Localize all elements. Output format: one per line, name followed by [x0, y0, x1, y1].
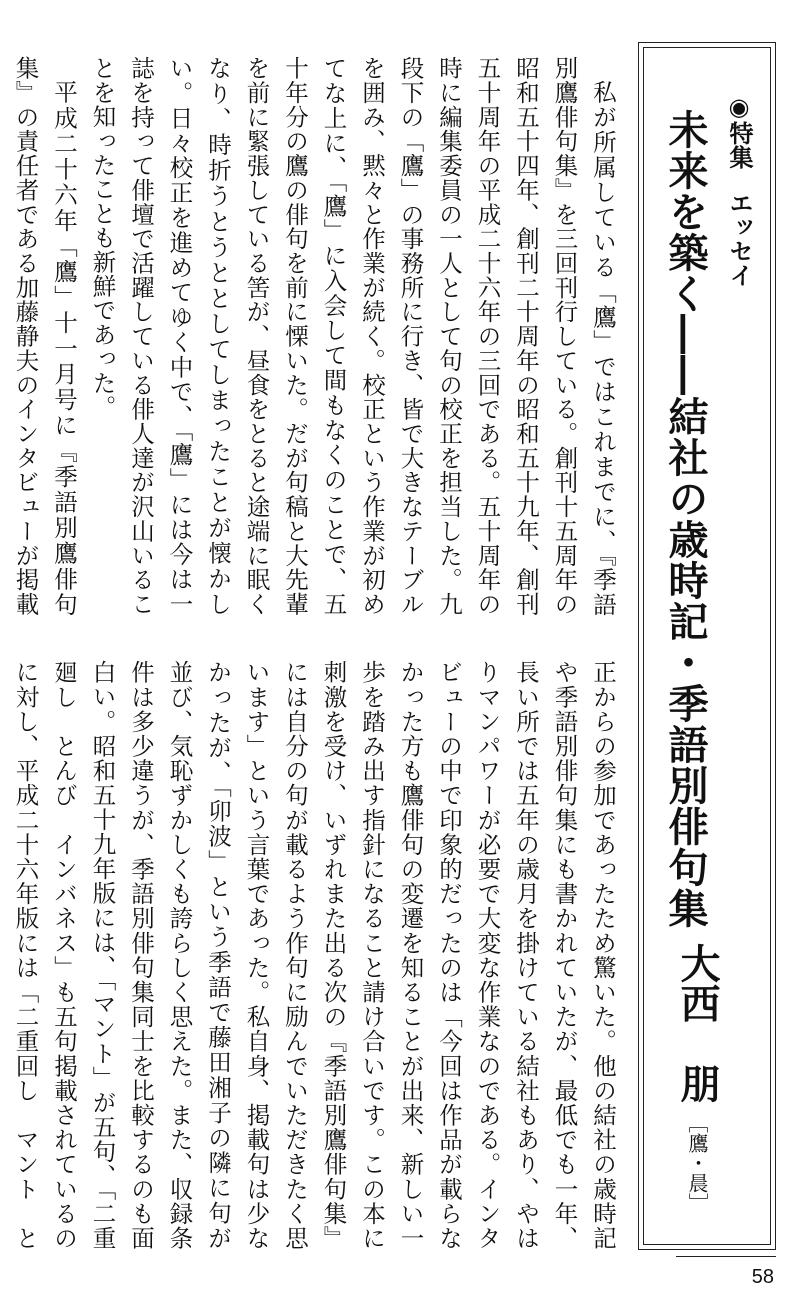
paragraph: 正からの参加であったため驚いた。他の結社の歳時記や季語別俳句集にも書かれていたが、最低でも一年、長い所では五年の歳月を掛けている結社もあり、やはりマンパワーが必要で大変な作業なのである。インタビューの中で印象的だったのは「今回は作品が載らなかった方も鷹俳句の変遷を知ることが出来、新しい一歩を踏み出す指針になること請け合いです。この本に刺激を受け、いずれまた出る次の『季語別鷹俳句集』には自分の句が載るよう作句に励んでいただきたく思います」という言葉であった。私自身、掲載句は少なかったが、「卯波」という季語で藤田湘子の隣に句が並び、気恥ずかしくも誇らしく思えた。また、収録条件は多少違うが、季語別俳句集同士を比較するのも面白い。昭和五十九年版には、「マント」が五句、「二重廻し とんび インバネス」も五句掲載されているのに対し、平成二十六年版には「二重回し マント と	[11, 660, 617, 1250]
article-title: 未来を築く――結社の歳時記・季語別俳句集	[662, 109, 709, 929]
paragraph: 平成二十六年「鷹」十一月号に『季語別鷹俳句集』の責任者である加藤静夫のインタビューが掲載	[11, 56, 78, 616]
special-feature-label	[721, 93, 757, 313]
byline	[675, 943, 719, 1233]
footer-rule	[676, 1256, 776, 1257]
heading-panel	[638, 42, 776, 1250]
paragraph: 私が所属している「鷹」ではこれまでに、『季語別鷹俳句集』を三回刊行している。創刊十五周年の昭和五十四年、創刊二十周年の昭和五十九年、創刊五十周年の平成二十六年の三回である。五十周年の時に編集委員の一人として句の校正を担当した。九段下の「鷹」の事務所に行き、皆で大きなテーブルを囲み、黙々と作業が続く。校正という作業が初めてな上に、「鷹」に入会して間もなくのことで、五十年分の鷹の俳句を前に慄いた。だが句稿と大先輩を前に緊張している筈が、昼食をとると途端に眠くなり、時折うとうととしてしまったことが懐かしい。日々校正を進めてゆく中で、「鷹」には今は一誌を持って俳壇で活躍している俳人達が沢山いることを知ったことも新鮮であった。	[88, 56, 617, 616]
body-text-bottom	[11, 660, 622, 1250]
category-label: ◉特集	[725, 93, 753, 169]
body-text-top	[11, 56, 622, 616]
essay-label: エッセイ	[725, 191, 753, 287]
author-affiliation: ［鷹・晨］	[685, 1113, 709, 1213]
page-number: 58	[751, 1266, 774, 1288]
author-name: 大西 朋	[674, 943, 721, 1103]
